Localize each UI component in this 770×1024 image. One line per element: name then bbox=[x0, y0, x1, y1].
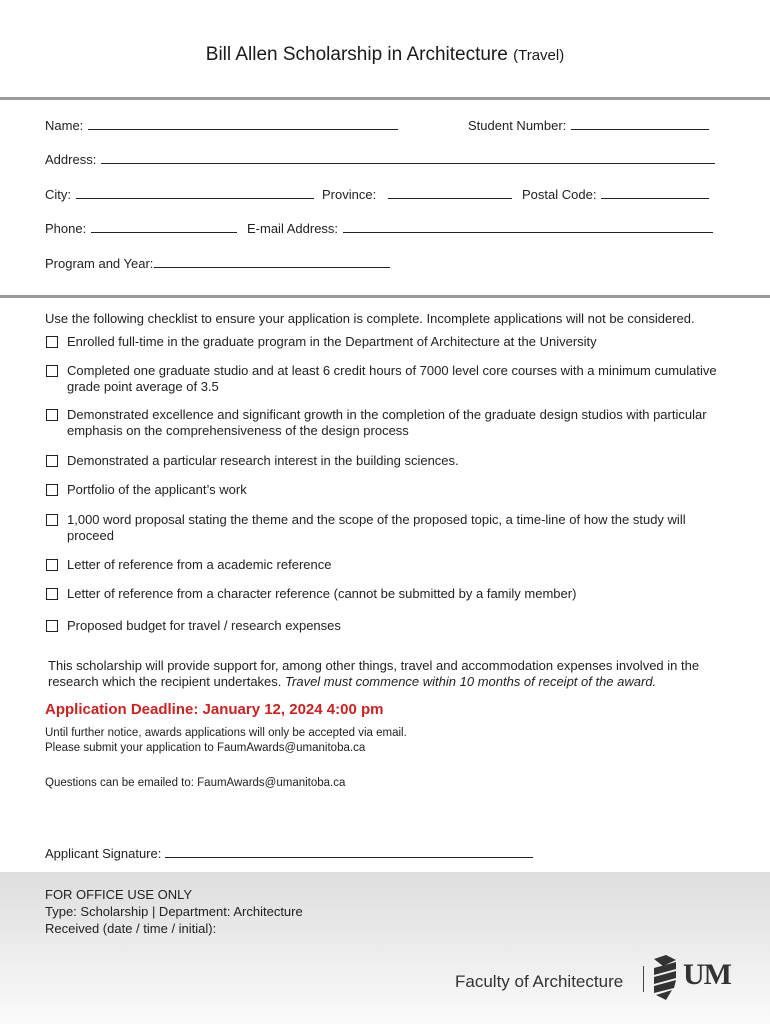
checklist-item-label: Demonstrated a particular research interest in the building sciences. bbox=[67, 453, 459, 468]
support-text: This scholarship will provide support for, among other things, travel and accommodation expenses involved in the research which the recipient undertakes. bbox=[48, 658, 700, 689]
signature-field[interactable] bbox=[45, 846, 533, 861]
checklist-item-label: Portfolio of the applicant’s work bbox=[67, 482, 247, 497]
province-line[interactable] bbox=[388, 187, 512, 199]
city-label: City: bbox=[45, 187, 71, 202]
email-label: E-mail Address: bbox=[247, 221, 339, 236]
phone-field[interactable] bbox=[45, 221, 237, 236]
office-use-received: Received (date / time / initial): bbox=[45, 921, 217, 936]
province-label: Province: bbox=[322, 187, 377, 202]
checkbox[interactable] bbox=[46, 620, 58, 632]
checkbox[interactable] bbox=[46, 455, 58, 467]
checklist-item-label: Enrolled full-time in the graduate program in the Department of Architecture at the University bbox=[67, 334, 597, 349]
student-number-field[interactable] bbox=[468, 118, 709, 133]
checklist-item-label: 1,000 word proposal stating the theme and the scope of the proposed topic, a time-line of how the study will proceed bbox=[67, 512, 686, 543]
checklist-item-label: Letter of reference from a character reference (cannot be submitted by a family member) bbox=[67, 586, 577, 601]
checklist-item[interactable] bbox=[46, 363, 736, 394]
office-use-heading: FOR OFFICE USE ONLY bbox=[45, 887, 193, 902]
support-paragraph bbox=[48, 658, 738, 690]
university-logo-text: UM bbox=[683, 958, 731, 991]
application-deadline: Application Deadline: January 12, 2024 4:00 pm bbox=[45, 701, 384, 718]
student-number-label: Student Number: bbox=[468, 118, 567, 133]
program-year-label: Program and Year: bbox=[45, 256, 154, 271]
checkbox[interactable] bbox=[46, 484, 58, 496]
checkbox[interactable] bbox=[46, 365, 58, 377]
city-field[interactable] bbox=[45, 187, 314, 202]
phone-label: Phone: bbox=[45, 221, 87, 236]
notice-line-email-only: Until further notice, awards applications will only be accepted via email. bbox=[45, 727, 407, 739]
checkbox[interactable] bbox=[46, 409, 58, 421]
program-year-field[interactable] bbox=[45, 256, 390, 271]
email-line[interactable] bbox=[343, 221, 713, 233]
checklist-item[interactable] bbox=[46, 586, 736, 602]
name-label: Name: bbox=[45, 118, 84, 133]
office-use-type: Type: Scholarship | Department: Architecture bbox=[45, 904, 303, 919]
address-line[interactable] bbox=[101, 152, 715, 164]
university-crest-icon bbox=[652, 955, 678, 1001]
divider-top bbox=[0, 97, 770, 100]
postal-code-field[interactable] bbox=[522, 187, 709, 202]
name-line[interactable] bbox=[88, 118, 398, 130]
checklist-item[interactable] bbox=[46, 512, 736, 543]
checklist-intro: Use the following checklist to ensure your application is complete. Incomplete applications will not be considered. bbox=[45, 311, 695, 326]
footer-separator bbox=[643, 966, 644, 992]
checklist-item-label: Demonstrated excellence and significant growth in the completion of the graduate design studios with particular emphasis on the comprehensiveness of the design process bbox=[67, 407, 707, 438]
address-label: Address: bbox=[45, 152, 97, 167]
checkbox[interactable] bbox=[46, 559, 58, 571]
signature-line[interactable] bbox=[165, 846, 533, 858]
province-field[interactable] bbox=[322, 187, 512, 202]
checkbox[interactable] bbox=[46, 336, 58, 348]
support-emphasis: Travel must commence within 10 months of receipt of the award. bbox=[285, 674, 657, 689]
checklist-item[interactable] bbox=[46, 618, 736, 634]
form-title-main: Bill Allen Scholarship in Architecture bbox=[205, 44, 508, 65]
city-line[interactable] bbox=[76, 187, 314, 199]
address-field[interactable] bbox=[45, 152, 715, 167]
checklist-item[interactable] bbox=[46, 407, 736, 438]
checklist-item[interactable] bbox=[46, 453, 736, 469]
checklist-item[interactable] bbox=[46, 482, 736, 498]
checklist-item[interactable] bbox=[46, 334, 736, 350]
phone-line[interactable] bbox=[91, 221, 237, 233]
name-field[interactable] bbox=[45, 118, 398, 133]
notice-line-submit: Please submit your application to FaumAwards@umanitoba.ca bbox=[45, 742, 366, 754]
form-title bbox=[0, 44, 770, 66]
checkbox[interactable] bbox=[46, 514, 58, 526]
postal-code-line[interactable] bbox=[601, 187, 709, 199]
student-number-line[interactable] bbox=[571, 118, 709, 130]
divider-middle bbox=[0, 295, 770, 298]
signature-label: Applicant Signature: bbox=[45, 846, 162, 861]
email-field[interactable] bbox=[247, 221, 713, 236]
notice-questions: Questions can be emailed to: FaumAwards@umanitoba.ca bbox=[45, 777, 346, 789]
checklist-item-label: Letter of reference from a academic reference bbox=[67, 557, 332, 572]
form-title-subtitle: (Travel) bbox=[513, 47, 565, 64]
checklist-item-label: Completed one graduate studio and at least 6 credit hours of 7000 level core courses with a minimum cumulative grade point average of 3.5 bbox=[67, 363, 717, 394]
faculty-name: Faculty of Architecture bbox=[455, 972, 624, 991]
checkbox[interactable] bbox=[46, 588, 58, 600]
checklist-item-label: Proposed budget for travel / research expenses bbox=[67, 618, 341, 633]
office-use-section bbox=[0, 872, 770, 1024]
program-year-line[interactable] bbox=[154, 256, 390, 268]
checklist-item[interactable] bbox=[46, 557, 736, 573]
postal-code-label: Postal Code: bbox=[522, 187, 597, 202]
